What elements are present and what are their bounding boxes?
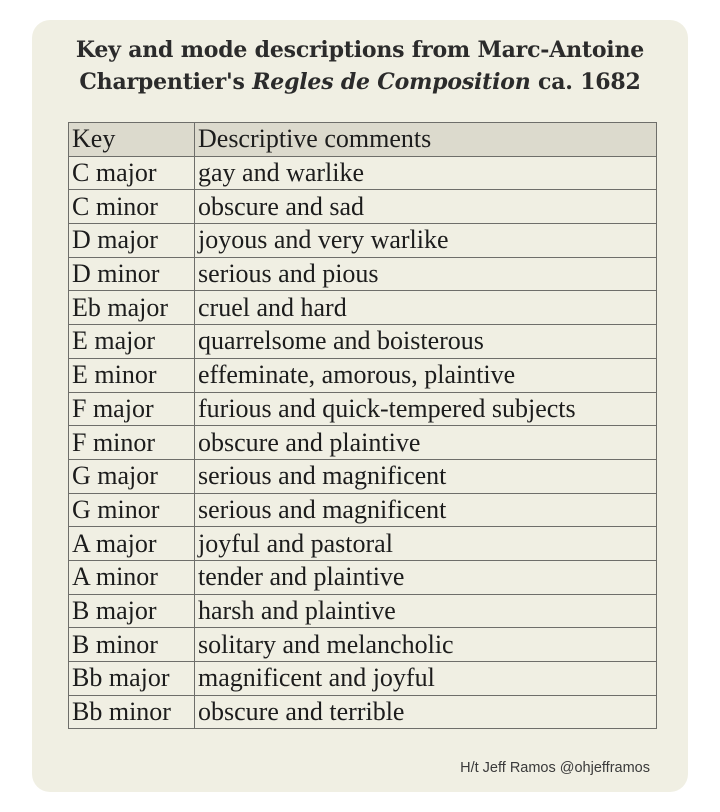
title-line-2 bbox=[32, 66, 688, 98]
table-row bbox=[69, 257, 657, 291]
table-row bbox=[69, 156, 657, 190]
description-cell: serious and pious bbox=[195, 257, 657, 291]
key-cell: G minor bbox=[69, 493, 195, 527]
description-cell: harsh and plaintive bbox=[195, 594, 657, 628]
key-cell: Eb major bbox=[69, 291, 195, 325]
key-cell: G major bbox=[69, 459, 195, 493]
table-body bbox=[69, 156, 657, 729]
description-cell: cruel and hard bbox=[195, 291, 657, 325]
key-cell: F major bbox=[69, 392, 195, 426]
credit-text: H/t Jeff Ramos @ohjefframos bbox=[460, 760, 650, 776]
table-row bbox=[69, 560, 657, 594]
key-cell: C major bbox=[69, 156, 195, 190]
table-row bbox=[69, 190, 657, 224]
key-descriptions-table bbox=[68, 122, 657, 729]
title-line-1: Key and mode descriptions from Marc-Antoine bbox=[75, 37, 645, 63]
table-row bbox=[69, 594, 657, 628]
description-cell: magnificent and joyful bbox=[195, 662, 657, 696]
key-cell: A minor bbox=[69, 560, 195, 594]
description-cell: serious and magnificent bbox=[195, 459, 657, 493]
table-row bbox=[69, 695, 657, 729]
key-cell: A major bbox=[69, 527, 195, 561]
table-row bbox=[69, 628, 657, 662]
key-cell: B major bbox=[69, 594, 195, 628]
description-cell: obscure and plaintive bbox=[195, 426, 657, 460]
description-cell: obscure and sad bbox=[195, 190, 657, 224]
description-cell: tender and plaintive bbox=[195, 560, 657, 594]
description-cell: obscure and terrible bbox=[195, 695, 657, 729]
description-cell: solitary and melancholic bbox=[195, 628, 657, 662]
description-cell: furious and quick-tempered subjects bbox=[195, 392, 657, 426]
table-row bbox=[69, 291, 657, 325]
info-card bbox=[32, 20, 688, 792]
table-row bbox=[69, 426, 657, 460]
title-book-name: Regles de Composition bbox=[252, 69, 531, 95]
table-header-row bbox=[69, 123, 657, 157]
key-cell: C minor bbox=[69, 190, 195, 224]
description-cell: joyous and very warlike bbox=[195, 224, 657, 258]
title-line-2-suffix: ca. 1682 bbox=[530, 69, 641, 95]
header-key: Key bbox=[69, 123, 195, 157]
table-row bbox=[69, 459, 657, 493]
description-cell: effeminate, amorous, plaintive bbox=[195, 358, 657, 392]
key-cell: E minor bbox=[69, 358, 195, 392]
title-line-2-prefix: Charpentier's bbox=[79, 69, 253, 95]
key-cell: Bb major bbox=[69, 662, 195, 696]
description-cell: gay and warlike bbox=[195, 156, 657, 190]
table-row bbox=[69, 392, 657, 426]
table-row bbox=[69, 493, 657, 527]
key-cell: D minor bbox=[69, 257, 195, 291]
table-row bbox=[69, 325, 657, 359]
key-cell: E major bbox=[69, 325, 195, 359]
description-cell: joyful and pastoral bbox=[195, 527, 657, 561]
key-cell: B minor bbox=[69, 628, 195, 662]
description-cell: quarrelsome and boisterous bbox=[195, 325, 657, 359]
page-title bbox=[32, 34, 688, 98]
description-cell: serious and magnificent bbox=[195, 493, 657, 527]
table-row bbox=[69, 358, 657, 392]
table-row bbox=[69, 662, 657, 696]
table-row bbox=[69, 224, 657, 258]
header-descriptive-comments: Descriptive comments bbox=[195, 123, 657, 157]
key-cell: F minor bbox=[69, 426, 195, 460]
key-cell: Bb minor bbox=[69, 695, 195, 729]
key-cell: D major bbox=[69, 224, 195, 258]
table-row bbox=[69, 527, 657, 561]
